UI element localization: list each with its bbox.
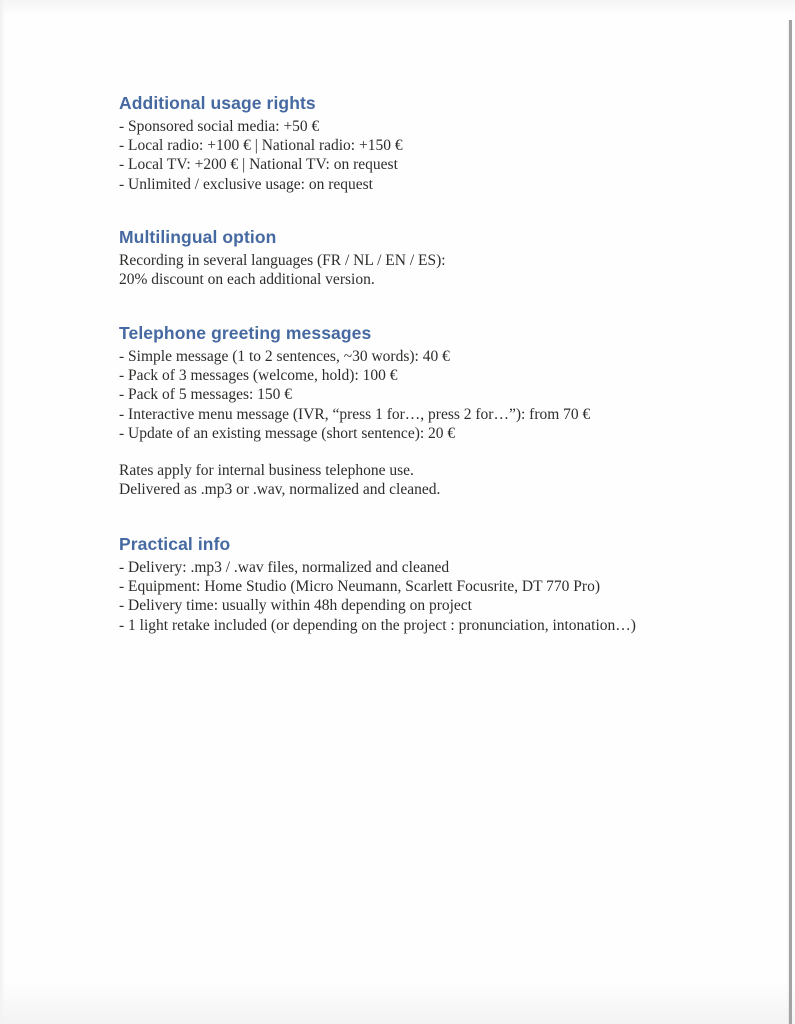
page-right-edge-line (789, 20, 792, 1024)
body-line: - Equipment: Home Studio (Micro Neumann, Scarlett Focusrite, DT 770 Pro) (119, 578, 600, 596)
body-line: - Delivery time: usually within 48h depending on project (119, 597, 472, 615)
section-heading: Multilingual option (119, 227, 277, 247)
body-line: - Delivery: .mp3 / .wav files, normalized and cleaned (119, 559, 450, 576)
page-top-shading (0, 0, 795, 16)
section-heading: Telephone greeting messages (119, 323, 372, 343)
body-line: - Pack of 5 messages: 150 € (119, 386, 293, 404)
body-line: - Pack of 3 messages (welcome, hold): 100 € (119, 367, 398, 385)
section-telephone-greeting-messages (119, 322, 719, 443)
body-line: Rates apply for internal business telephone use. (119, 462, 414, 479)
body-line: Delivered as .mp3 or .wav, normalized and cleaned. (119, 481, 441, 499)
body-line: - 1 light retake included (or depending on the project : pronunciation, intonation…) (119, 616, 636, 634)
telephone-usage-note (119, 461, 719, 499)
body-line: Recording in several languages (FR / NL / EN / ES): (119, 252, 446, 269)
body-line: - Interactive menu message (IVR, “press 1 for…, press 2 for…”): from 70 € (119, 405, 591, 423)
body-line: - Simple message (1 to 2 sentences, ~30 words): 40 € (119, 348, 450, 365)
body-line: - Unlimited / exclusive usage: on request (119, 175, 373, 193)
body-line: - Local radio: +100 € | National radio: +150 € (119, 137, 403, 155)
body-line: - Sponsored social media: +50 € (119, 118, 320, 135)
page-bottom-shading (0, 982, 795, 1024)
section-additional-usage-rights (119, 92, 719, 194)
page-left-shading (0, 0, 5, 1024)
body-line: - Update of an existing message (short sentence): 20 € (119, 424, 456, 442)
section-multilingual-option (119, 226, 719, 289)
section-practical-info (119, 533, 719, 635)
body-line: - Local TV: +200 € | National TV: on request (119, 156, 398, 174)
body-line: 20% discount on each additional version. (119, 271, 375, 289)
section-heading: Practical info (119, 534, 231, 554)
section-heading: Additional usage rights (119, 93, 316, 113)
